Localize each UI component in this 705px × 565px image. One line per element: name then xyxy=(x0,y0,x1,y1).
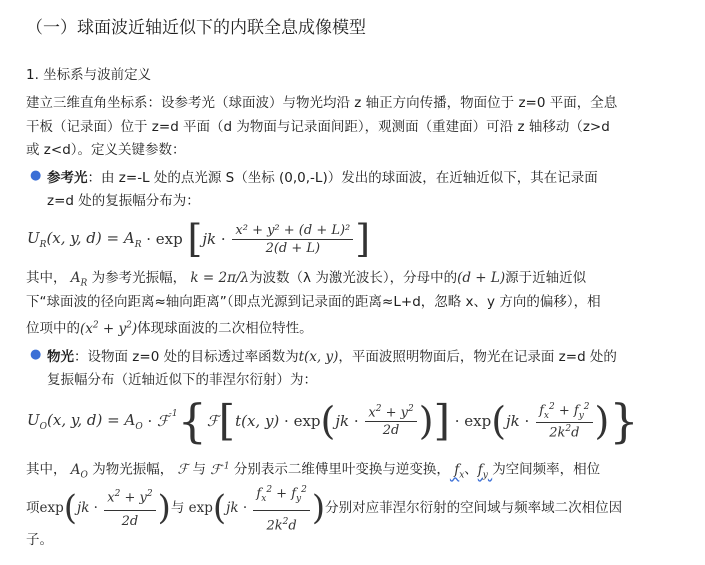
obj-label: 物光 xyxy=(47,349,74,365)
obj-explain-1: 其中， $A_O$ 为物光振幅， ℱ 与 ℱ$^{-1}$ 分别表示二维傅里叶变换与逆变换， $f_x$、$f_y$ 为空间频率，相位 xyxy=(26,461,601,481)
ref-explain-3: 位项中的$(x^2 + y^2)$体现球面波的二次相位特性。 xyxy=(26,320,313,337)
bullet-dot-icon: ● xyxy=(30,347,42,362)
ref-fraction xyxy=(232,223,353,256)
ref-formula-exp: · exp xyxy=(141,230,188,248)
obj-formula: $U_O(x$, y, $d) = A_O$ · ℱ $^{-1}$ { ℱ [ t(x, y) · exp ( jk · $\frac{x^2 + y^2}{2d}$ ) ] · exp ( jk · $\frac{f_x^2 + f_y^2}{2k^2d}$ ) } xyxy=(27,394,639,448)
right-brace: } xyxy=(609,394,639,448)
ref-formula-lhs: $U_R(x$, y, $d) = A_R$ xyxy=(27,228,142,250)
ref-explain-1: 其中， $A_R$ 为参考光振幅， k = 2π/λ为波数（λ 为激光波长），分母中的(d + L)源于近轴近似 xyxy=(26,270,587,289)
ref-line-1 xyxy=(47,168,598,188)
obj-line-2: 复振幅分布（近轴近似下的菲涅尔衍射）为： xyxy=(47,372,317,388)
obj-explain-3: 子。 xyxy=(26,532,53,548)
ref-text-1: ：由 z=-L 处的点光源 S（坐标 (0,0,-L)）发出的球面波，在近轴近似下，其在记录面 xyxy=(87,170,598,186)
page-title: （一）球面波近轴近似下的内联全息成像模型 xyxy=(26,18,366,38)
ref-label: 参考光 xyxy=(47,170,88,186)
bullet-dot-icon: ● xyxy=(30,168,42,183)
intro-line-1: 建立三维直角坐标系：设参考光（球面波）与物光均沿 z 轴正方向传播，物面位于 z=0 平面，全息 xyxy=(26,95,618,111)
right-bracket: ] xyxy=(355,217,371,261)
left-bracket: [ xyxy=(187,217,203,261)
ref-line-2: z=d 处的复振幅分布为： xyxy=(47,193,200,209)
ref-formula: $U_R(x$, y, $d) = A_R$ · exp [ jk · $\frac{\text{x² + y² + (d + L)²}}{2(d + L)}$ ] xyxy=(27,217,371,261)
intro-line-3: 或 z<d）。定义关键参数： xyxy=(26,142,186,158)
ref-explain-2: 下“球面波的径向距离≈轴向距离”（即点光源到记录面的距离≈L+d，忽略 x、y 方向的偏移），相 xyxy=(26,294,601,310)
ref-fraction-num: x² + y² + (d + L)² xyxy=(232,223,353,240)
obj-explain-2: 项 exp ( jk · $\frac{x^2 + y^2}{2d}$ ) 与 exp ( jk · $\frac{f_x^2 + f_y^2}{2k^2d}$ ) 分别对应菲涅尔衍射的空间域与频率域二次相位因 xyxy=(26,480,622,536)
obj-line-1: 物光：设物面 z=0 处的目标透过率函数为t(x, y)，平面波照明物面后，物光在记录面 z=d 处的 xyxy=(47,349,617,365)
section-heading: 1. 坐标系与波前定义 xyxy=(26,67,152,83)
left-brace: { xyxy=(177,394,207,448)
intro-line-2: 干板（记录面）位于 z=d 平面（d 为物面与记录面间距），观测面（重建面）可沿 z 轴移动（z>d xyxy=(26,119,610,135)
ref-fraction-den: 2(d + L) xyxy=(265,240,321,256)
